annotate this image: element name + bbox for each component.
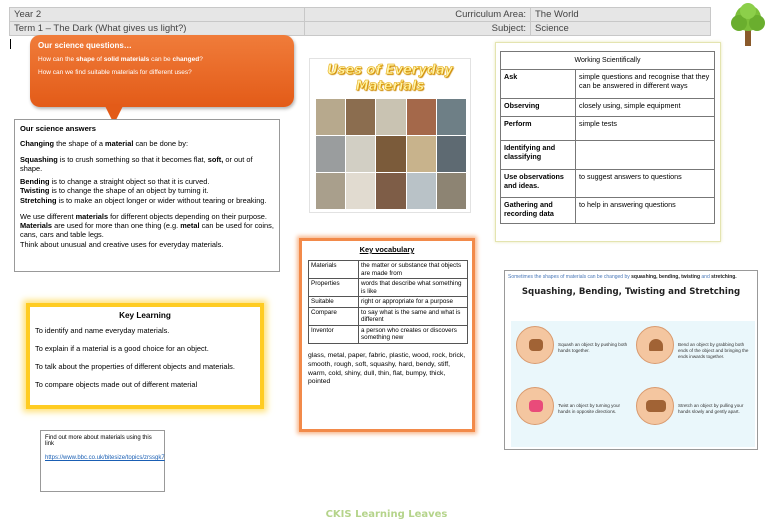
- subject-label: Subject:: [305, 22, 531, 36]
- science-answers-box: [14, 119, 280, 272]
- material-tile: [437, 99, 466, 135]
- material-tile: [407, 173, 436, 209]
- table-row: Use observations and ideas. to suggest answers to questions: [501, 170, 715, 198]
- material-tile: [407, 99, 436, 135]
- shape-change-grid: [511, 321, 755, 447]
- materials-collage: [316, 99, 466, 209]
- material-tile: [346, 136, 375, 172]
- twist-hands-icon: [516, 387, 554, 425]
- key-learning-item: To compare objects made out of different material: [35, 380, 198, 389]
- key-learning-item: To identify and name everyday materials.: [35, 326, 170, 335]
- answer-squashing: Squashing is to crush something so that it becomes flat, soft, or out of shape.: [20, 154, 253, 173]
- shape-change-heading: Squashing, Bending, Twisting and Stretching: [521, 287, 741, 298]
- key-learning-box: [26, 303, 264, 409]
- key-vocabulary-box: [299, 238, 475, 432]
- footer-logo-text: CKIS Learning Leaves: [325, 509, 448, 520]
- answer-bending: Bending is to change a straight object so that it is curved.: [20, 177, 210, 187]
- find-out-more-box: [40, 430, 165, 492]
- uses-title: Uses of Everyday Materials: [327, 63, 453, 94]
- working-scientifically-box: [495, 42, 721, 242]
- answers-intro: Changing the shape of a material can be done by:: [20, 139, 189, 149]
- material-tile: [316, 136, 345, 172]
- twist-cell: [514, 385, 632, 444]
- table-row: Gathering and recording data to help in answering questions: [501, 198, 715, 224]
- vocab-title: Key vocabulary: [359, 245, 415, 254]
- answer-twisting: Twisting is to change the shape of an object by turning it.: [20, 186, 209, 196]
- table-row: Observing closely using, simple equipment: [501, 99, 715, 117]
- material-tile: [316, 173, 345, 209]
- table-row: Suitable right or appropriate for a purpose: [309, 297, 468, 308]
- shape-change-panel: [504, 270, 758, 450]
- key-learning-title: Key Learning: [119, 311, 171, 320]
- material-tile: [376, 173, 405, 209]
- question-1: How can the shape of solid materials can be changed?: [38, 56, 203, 63]
- twist-text: Twist an object by turning your hands in opposite directions.: [558, 403, 621, 414]
- find-out-text: Find out more about materials using this link: [45, 435, 152, 447]
- bbc-bitesize-link[interactable]: https://www.bbc.co.uk/bitesize/topics/zrssgk7: [45, 455, 165, 461]
- table-row: Perform simple tests: [501, 117, 715, 141]
- subject-value: Science: [531, 22, 711, 36]
- table-row: Compare to say what is the same and what is different: [309, 307, 468, 325]
- working-scientifically-table: [500, 51, 715, 224]
- table-row: Identifying and classifying: [501, 141, 715, 170]
- material-tile: [346, 173, 375, 209]
- key-learning-item: To explain if a material is a good choice for an object.: [35, 344, 209, 353]
- table-row: Ask simple questions and recognise that they can be answered in different ways: [501, 70, 715, 99]
- material-tile: [346, 99, 375, 135]
- bend-text: Bend an object by grabbing both ends of the object and bringing the ends inwards together.: [678, 342, 749, 359]
- material-tile: [407, 136, 436, 172]
- text-cursor: [10, 39, 11, 49]
- material-tile: [316, 99, 345, 135]
- header-table: [9, 7, 711, 36]
- stretch-hands-icon: [636, 387, 674, 425]
- tree-icon: [728, 2, 768, 48]
- key-learning-item: To talk about the properties of different objects and materials.: [35, 362, 235, 371]
- ws-title: Working Scientifically: [501, 52, 715, 70]
- term-cell: Term 1 – The Dark (What gives us light?): [10, 22, 305, 36]
- material-tile: [437, 173, 466, 209]
- table-row: Properties words that describe what something is like: [309, 279, 468, 297]
- year-cell: Year 2: [10, 8, 305, 22]
- squash-cell: [514, 324, 632, 383]
- stretch-text: Stretch an object by pulling your hands slowly and gently apart.: [678, 403, 744, 414]
- material-tile: [376, 136, 405, 172]
- curriculum-label: Curriculum Area:: [305, 8, 531, 22]
- stretch-cell: [634, 385, 752, 444]
- answers-title: Our science answers: [20, 124, 96, 133]
- uses-of-materials-panel: [309, 58, 471, 213]
- squash-text: Squash an object by pushing both hands together.: [558, 342, 628, 353]
- answer-uses: We use different materials for different objects depending on their purpose. Materials are used for more than one thing (e.g. metal can be used for coins, cans, cars and table legs. Think about unusual and creative uses for everyday materials.: [20, 211, 274, 249]
- vocab-table: [308, 260, 468, 344]
- squash-hands-icon: [516, 326, 554, 364]
- science-questions-bubble: [30, 35, 294, 107]
- bend-cell: [634, 324, 752, 383]
- question-2: How can we find suitable materials for different uses?: [38, 69, 192, 76]
- material-tile: [437, 136, 466, 172]
- questions-title: Our science questions…: [38, 41, 132, 50]
- curriculum-value: The World: [531, 8, 711, 22]
- material-tile: [376, 99, 405, 135]
- vocab-word-list: glass, metal, paper, fabric, plastic, wood, rock, brick, smooth, rough, soft, squashy, hard, bendy, stiff, warm, cold, shiny, dull, thin, flat, bumpy, thick, pointed: [308, 351, 466, 386]
- bend-hands-icon: [636, 326, 674, 364]
- table-row: Inventor a person who creates or discovers something new: [309, 325, 468, 343]
- answer-stretching: Stretching is to make an object longer or wider without tearing or breaking.: [20, 195, 267, 205]
- shape-change-caption: Sometimes the shapes of materials can be changed by squashing, bending, twisting and stretching.: [508, 274, 737, 280]
- table-row: Materials the matter or substance that objects are made from: [309, 261, 468, 279]
